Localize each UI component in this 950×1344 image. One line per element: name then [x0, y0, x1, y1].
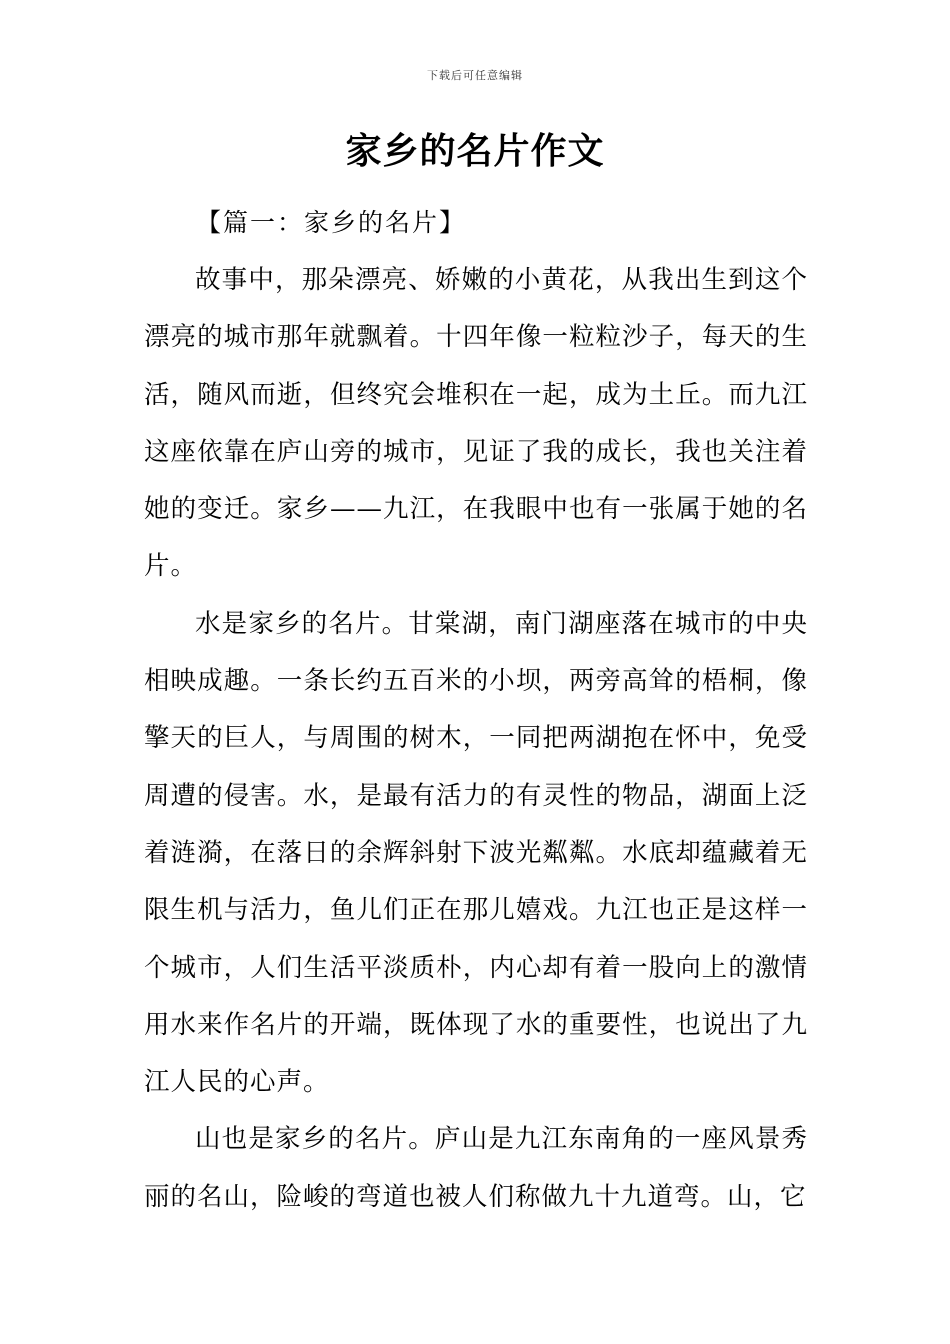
paragraph-intro: 故事中，那朵漂亮、娇嫩的小黄花，从我出生到这个漂亮的城市那年就飘着。十四年像一粒粒沙子，每天的生活，随风而逝，但终究会堆积在一起，成为土丘。而九江这座依靠在庐山旁的城市，见证了我的成长，我也关注着她的变迁。家乡——九江，在我眼中也有一张属于她的名片。 [144, 265, 808, 582]
paragraph-water: 水是家乡的名片。甘棠湖，南门湖座落在城市的中央相映成趣。一条长约五百米的小坝，两旁高耸的梧桐，像擎天的巨人，与周围的树木，一同把两湖抱在怀中，免受周遭的侵害。水，是最有活力的有灵性的物品，湖面上泛着涟漪，在落日的余辉斜射下波光粼粼。水底却蕴藏着无限生机与活力，鱼儿们正在那儿嬉戏。九江也正是这样一个城市，人们生活平淡质朴，内心却有着一股向上的激情用水来作名片的开端，既体现了水的重要性，也说出了九江人民的心声。 [144, 608, 808, 1098]
header-note: 下载后可任意编辑 [427, 69, 523, 82]
document-body [144, 252, 808, 1226]
document-title: 家乡的名片作文 [345, 131, 605, 172]
paragraph-mountain: 山也是家乡的名片。庐山是九江东南角的一座风景秀丽的名山，险峻的弯道也被人们称做九十九道弯。山，它 [144, 1124, 808, 1212]
section-heading: 【篇一：家乡的名片】 [196, 208, 467, 237]
